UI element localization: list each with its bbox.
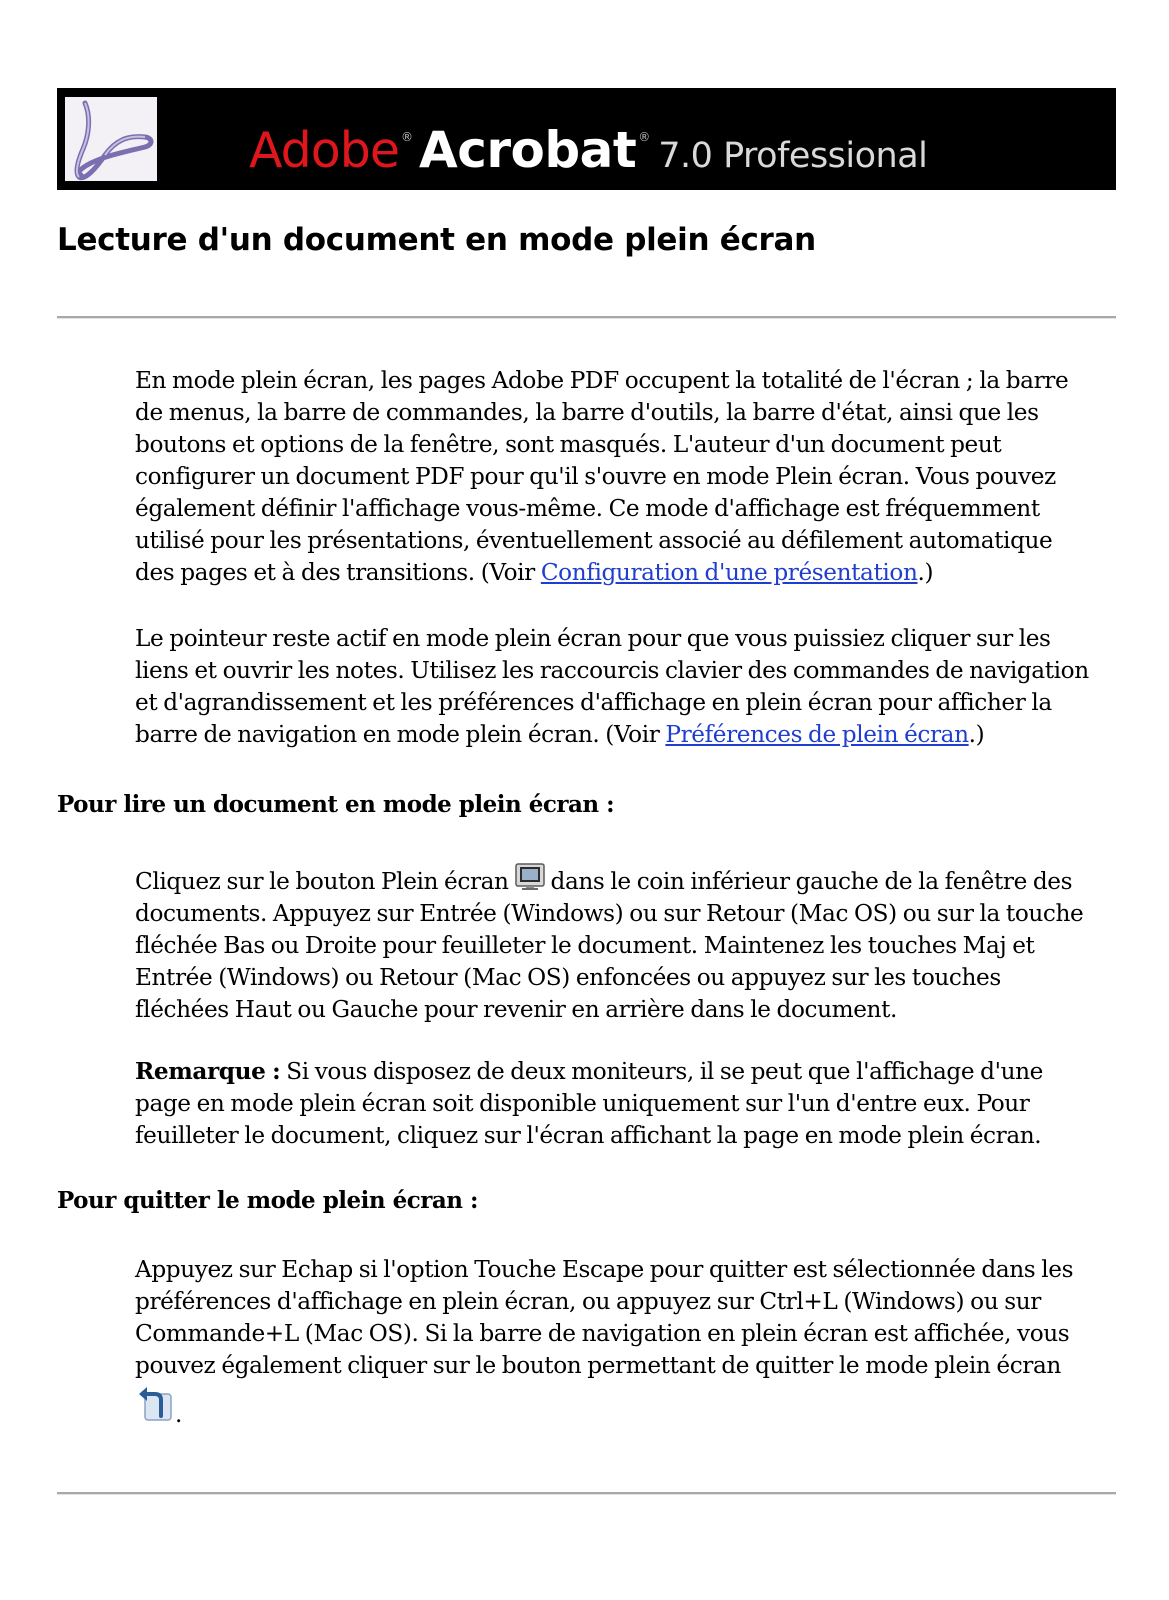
read-before-icon: Cliquez sur le bouton Plein écran	[135, 868, 515, 895]
registered-mark: ®	[401, 130, 413, 144]
note-paragraph	[135, 1056, 1095, 1152]
full-screen-preferences-link[interactable]: Préférences de plein écran	[665, 721, 969, 748]
product-wordmark	[249, 102, 928, 179]
read-instructions	[135, 863, 1095, 1026]
pointer-after: .)	[968, 721, 985, 748]
pointer-paragraph	[135, 623, 1095, 751]
page-title: Lecture d'un document en mode plein écran	[57, 222, 816, 258]
exit-full-screen-icon	[135, 1382, 175, 1422]
note-label: Remarque :	[135, 1058, 281, 1085]
registered-mark-small: ®	[638, 130, 651, 144]
exit-instructions	[135, 1254, 1095, 1431]
presentation-config-link[interactable]: Configuration d'une présentation	[540, 559, 918, 586]
intro-paragraph	[135, 365, 1095, 589]
bottom-divider	[57, 1492, 1116, 1495]
read-section-heading: Pour lire un document en mode plein écran :	[57, 791, 615, 818]
note-text: Si vous disposez de deux moniteurs, il se peut que l'affichage d'une page en mode plein écran soit disponible uniquement sur l'un d'entre eux. Pour feuilleter le document, cliquez sur l'écran affichant la page en mode plein écran.	[135, 1058, 1043, 1149]
header-banner	[57, 88, 1116, 190]
read-after-icon: dans le coin inférieur gauche de la fenêtre des documents. Appuyez sur Entrée (Windows) ou sur Retour (Mac OS) ou sur la touche fléchée Bas ou Droite pour feuilleter le document. Maintenez les touches Maj et Entrée (Windows) ou Retour (Mac OS) enfoncées ou appuyez sur les touches fléchées Haut ou Gauche pour revenir en arrière dans le document.	[135, 868, 1084, 1023]
exit-after-icon: .	[175, 1401, 182, 1428]
pointer-text: Le pointeur reste actif en mode plein écran pour que vous puissiez cliquer sur les liens et ouvrir les notes. Utilisez les raccourcis clavier des commandes de navigation et d'agrandissement et les préférences d'affichage en plein écran pour afficher la barre de navigation en mode plein écran. (Voir	[135, 625, 1089, 748]
intro-text: En mode plein écran, les pages Adobe PDF occupent la totalité de l'écran ; la barre de menus, la barre de commandes, la barre d'outils, la barre d'état, ainsi que les boutons et options de la fenêtre, sont masqués. L'auteur d'un document peut configurer un document PDF pour qu'il s'ouvre en mode Plein écran. Vous pouvez également définir l'affichage vous-même. Ce mode d'affichage est fréquemment utilisé pour les présentations, éventuellement associé au défilement automatique des pages et à des transitions. (Voir	[135, 367, 1069, 586]
brand-acrobat: Acrobat	[419, 121, 637, 179]
top-divider	[57, 316, 1116, 319]
full-screen-button-icon	[515, 863, 545, 891]
intro-after: .)	[917, 559, 934, 586]
exit-section-heading: Pour quitter le mode plein écran :	[57, 1187, 478, 1214]
brand-version: 7.0 Professional	[658, 136, 928, 176]
brand-adobe: Adobe	[249, 122, 399, 179]
acrobat-logo-icon	[65, 97, 157, 181]
exit-before-icon: Appuyez sur Echap si l'option Touche Escape pour quitter est sélectionnée dans les préférences d'affichage en plein écran, ou appuyez sur Ctrl+L (Windows) ou sur Commande+L (Mac OS). Si la barre de navigation en plein écran est affichée, vous pouvez également cliquer sur le bouton permettant de quitter le mode plein écran	[135, 1256, 1074, 1379]
